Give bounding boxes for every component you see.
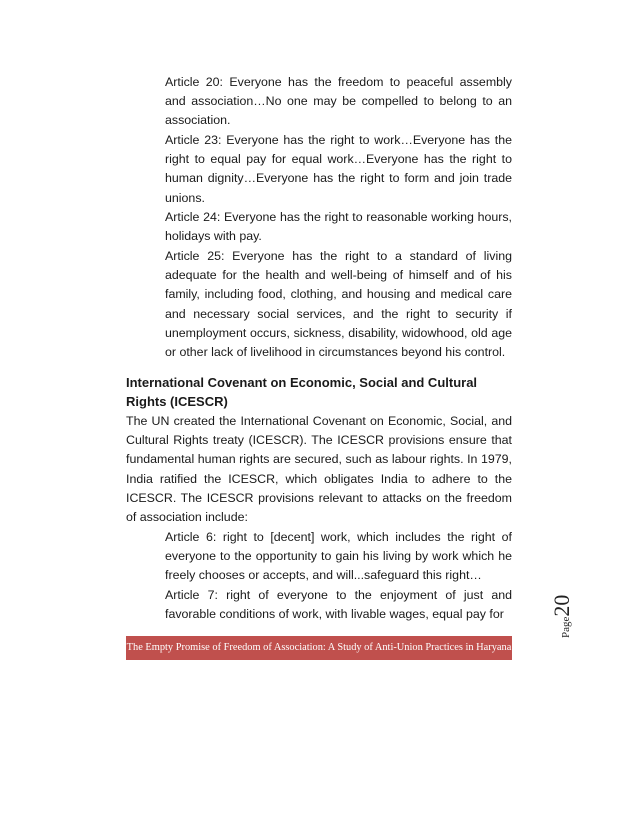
footer-banner: The Empty Promise of Freedom of Association: A Study of Anti-Union Practices in Haryana <box>126 636 512 660</box>
section-heading: International Covenant on Economic, Social and Cultural Rights (ICESCR) <box>126 375 478 409</box>
article-25-text: Article 25: Everyone has the right to a standard of living adequate for the health and well-being of himself and of his family, including food, clothing, and housing and medical care and necessary social services, and the right to security if unemployment occurs, sickness, disability, widowhood, old age or other lack of livelihood in circumstances beyond his control. <box>165 249 512 360</box>
page-label: Page <box>560 616 572 638</box>
article-23-text: Article 23: Everyone has the right to work…Everyone has the right to equal pay for equal work…Everyone has the right to human dignity…Everyone has the right to form and join trade unions. <box>165 133 512 205</box>
page-number <box>549 580 589 640</box>
article-24-text: Article 24: Everyone has the right to reasonable working hours, holidays with pay. <box>165 210 512 244</box>
page-number-value: 20 <box>549 594 574 617</box>
article-6-text: Article 6: right to [decent] work, which includes the right of everyone to the opportunity to gain his living by work which he freely chooses or accepts, and will...safeguard this right… <box>165 530 512 583</box>
article-20-text: Article 20: Everyone has the freedom to peaceful assembly and association…No one may be compelled to belong to an association. <box>165 75 512 128</box>
article-7-text: Article 7: right of everyone to the enjoyment of just and favorable conditions of work, with livable wages, equal pay for <box>165 588 512 622</box>
section-paragraph: The UN created the International Covenant on Economic, Social, and Cultural Rights treaty (ICESCR). The ICESCR provisions ensure that fundamental human rights are secured, such as labour rights. In 1979, India ratified the ICESCR, which obligates India to adhere to the ICESCR. The ICESCR provisions relevant to attacks on the freedom of association include: <box>126 414 512 525</box>
